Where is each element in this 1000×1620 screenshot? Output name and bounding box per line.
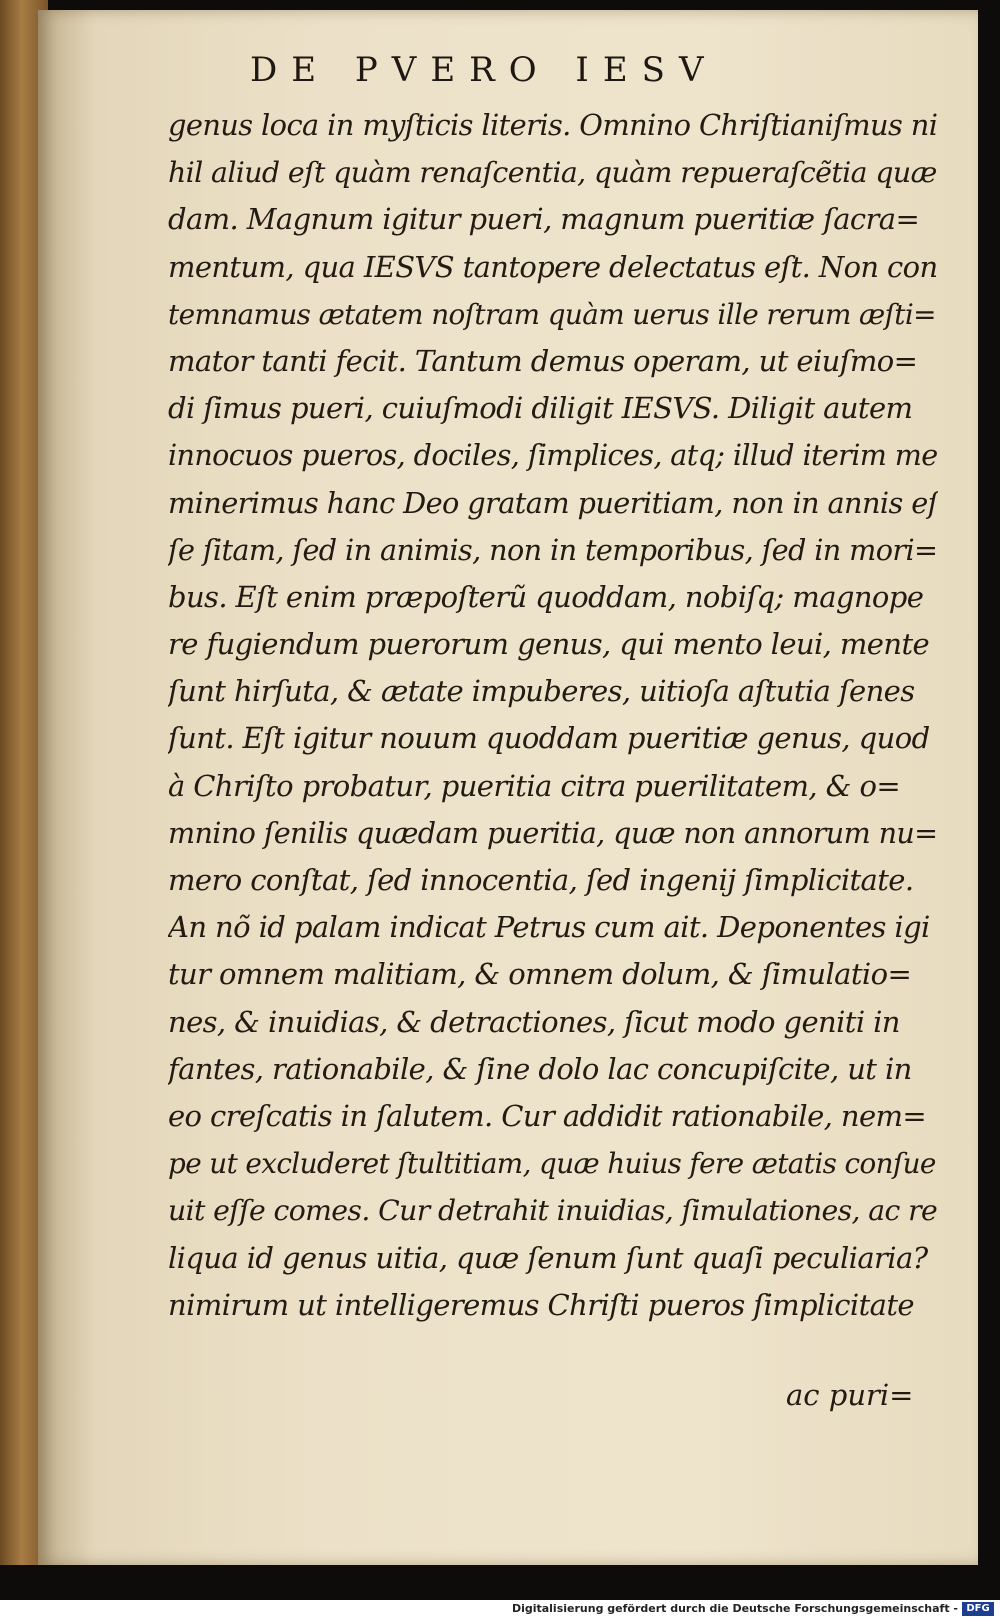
text-line: bus. Eſt enim præpoſterũ quoddam, nobiſq; magnope bbox=[168, 579, 924, 614]
text-line: temnamus ætatem noſtram quàm uerus ille rerum æſti= bbox=[168, 297, 936, 331]
text-line: mnino ſenilis quædam pueritia, quæ non annorum nu= bbox=[168, 815, 938, 850]
text-line: An nõ id palam indicat Petrus cum ait. Deponentes igi bbox=[168, 910, 930, 945]
text-line: re fugiendum puerorum genus, qui mento leui, mente bbox=[168, 627, 930, 662]
text-line: ſe ſitam, ſed in animis, non in temporibus, ſed in mori= bbox=[168, 532, 938, 567]
text-line: ſunt hirſuta, & ætate impuberes, uitioſa aſtutia ſenes bbox=[168, 674, 915, 709]
text-line: di ſimus pueri, cuiuſmodi diligit IESVS. Diligit autem bbox=[168, 391, 913, 426]
text-line: fantes, rationabile, & ſine dolo lac concupiſcite, ut in bbox=[168, 1051, 912, 1086]
body-text bbox=[168, 102, 938, 1329]
running-head: DE PVERO IESV bbox=[250, 50, 718, 90]
text-line: liqua id genus uitia, quæ ſenum ſunt quaſi peculiaria? bbox=[168, 1240, 928, 1275]
text-line: nes, & inuidias, & detractiones, ſicut modo geniti in bbox=[168, 1004, 900, 1039]
text-line: ſunt. Eſt igitur nouum quoddam pueritiæ genus, quod bbox=[168, 721, 930, 756]
text-line: mero conſtat, ſed innocentia, ſed ingenij ſimplicitate. bbox=[168, 863, 914, 897]
text-line: genus loca in myſticis literis. Omnino Chriſtianiſmus ni bbox=[168, 108, 938, 142]
catchword: ac puri= bbox=[786, 1378, 914, 1412]
text-line: mentum, qua IESVS tantopere delectatus eſt. Non con bbox=[168, 249, 938, 284]
text-line: innocuos pueros, dociles, ſimplices, atq; illud iterim me bbox=[168, 438, 938, 473]
text-line: pe ut excluderet ſtultitiam, quæ huius fere ætatis conſue bbox=[168, 1147, 936, 1181]
text-line: dam. Magnum igitur pueri, magnum pueritiæ ſacra= bbox=[168, 202, 920, 237]
text-line: eo creſcatis in ſalutem. Cur addidit rationabile, nem= bbox=[168, 1098, 927, 1133]
text-line: nimirum ut intelligeremus Chriſti pueros ſimplicitate bbox=[168, 1287, 914, 1322]
text-line: uit eſſe comes. Cur detrahit inuidias, ſimulationes, ac re bbox=[168, 1194, 938, 1228]
text-line: minerimus hanc Deo gratam pueritiam, non in annis eſ bbox=[168, 485, 938, 520]
dfg-logo: DFG bbox=[962, 1602, 994, 1616]
text-line: mator tanti fecit. Tantum demus operam, ut eiuſmo= bbox=[168, 343, 918, 378]
text-line: tur omnem malitiam, & omnem dolum, & ſimulatio= bbox=[168, 957, 912, 992]
text-line: hil aliud eſt quàm renaſcentia, quàm repueraſcẽtia quæ bbox=[168, 156, 937, 190]
digitization-credit: Digitalisierung gefördert durch die Deutsche Forschungsgemeinschaft - bbox=[511, 1602, 958, 1615]
text-line: à Chriſto probatur, pueritia citra puerilitatem, & o= bbox=[168, 768, 901, 803]
